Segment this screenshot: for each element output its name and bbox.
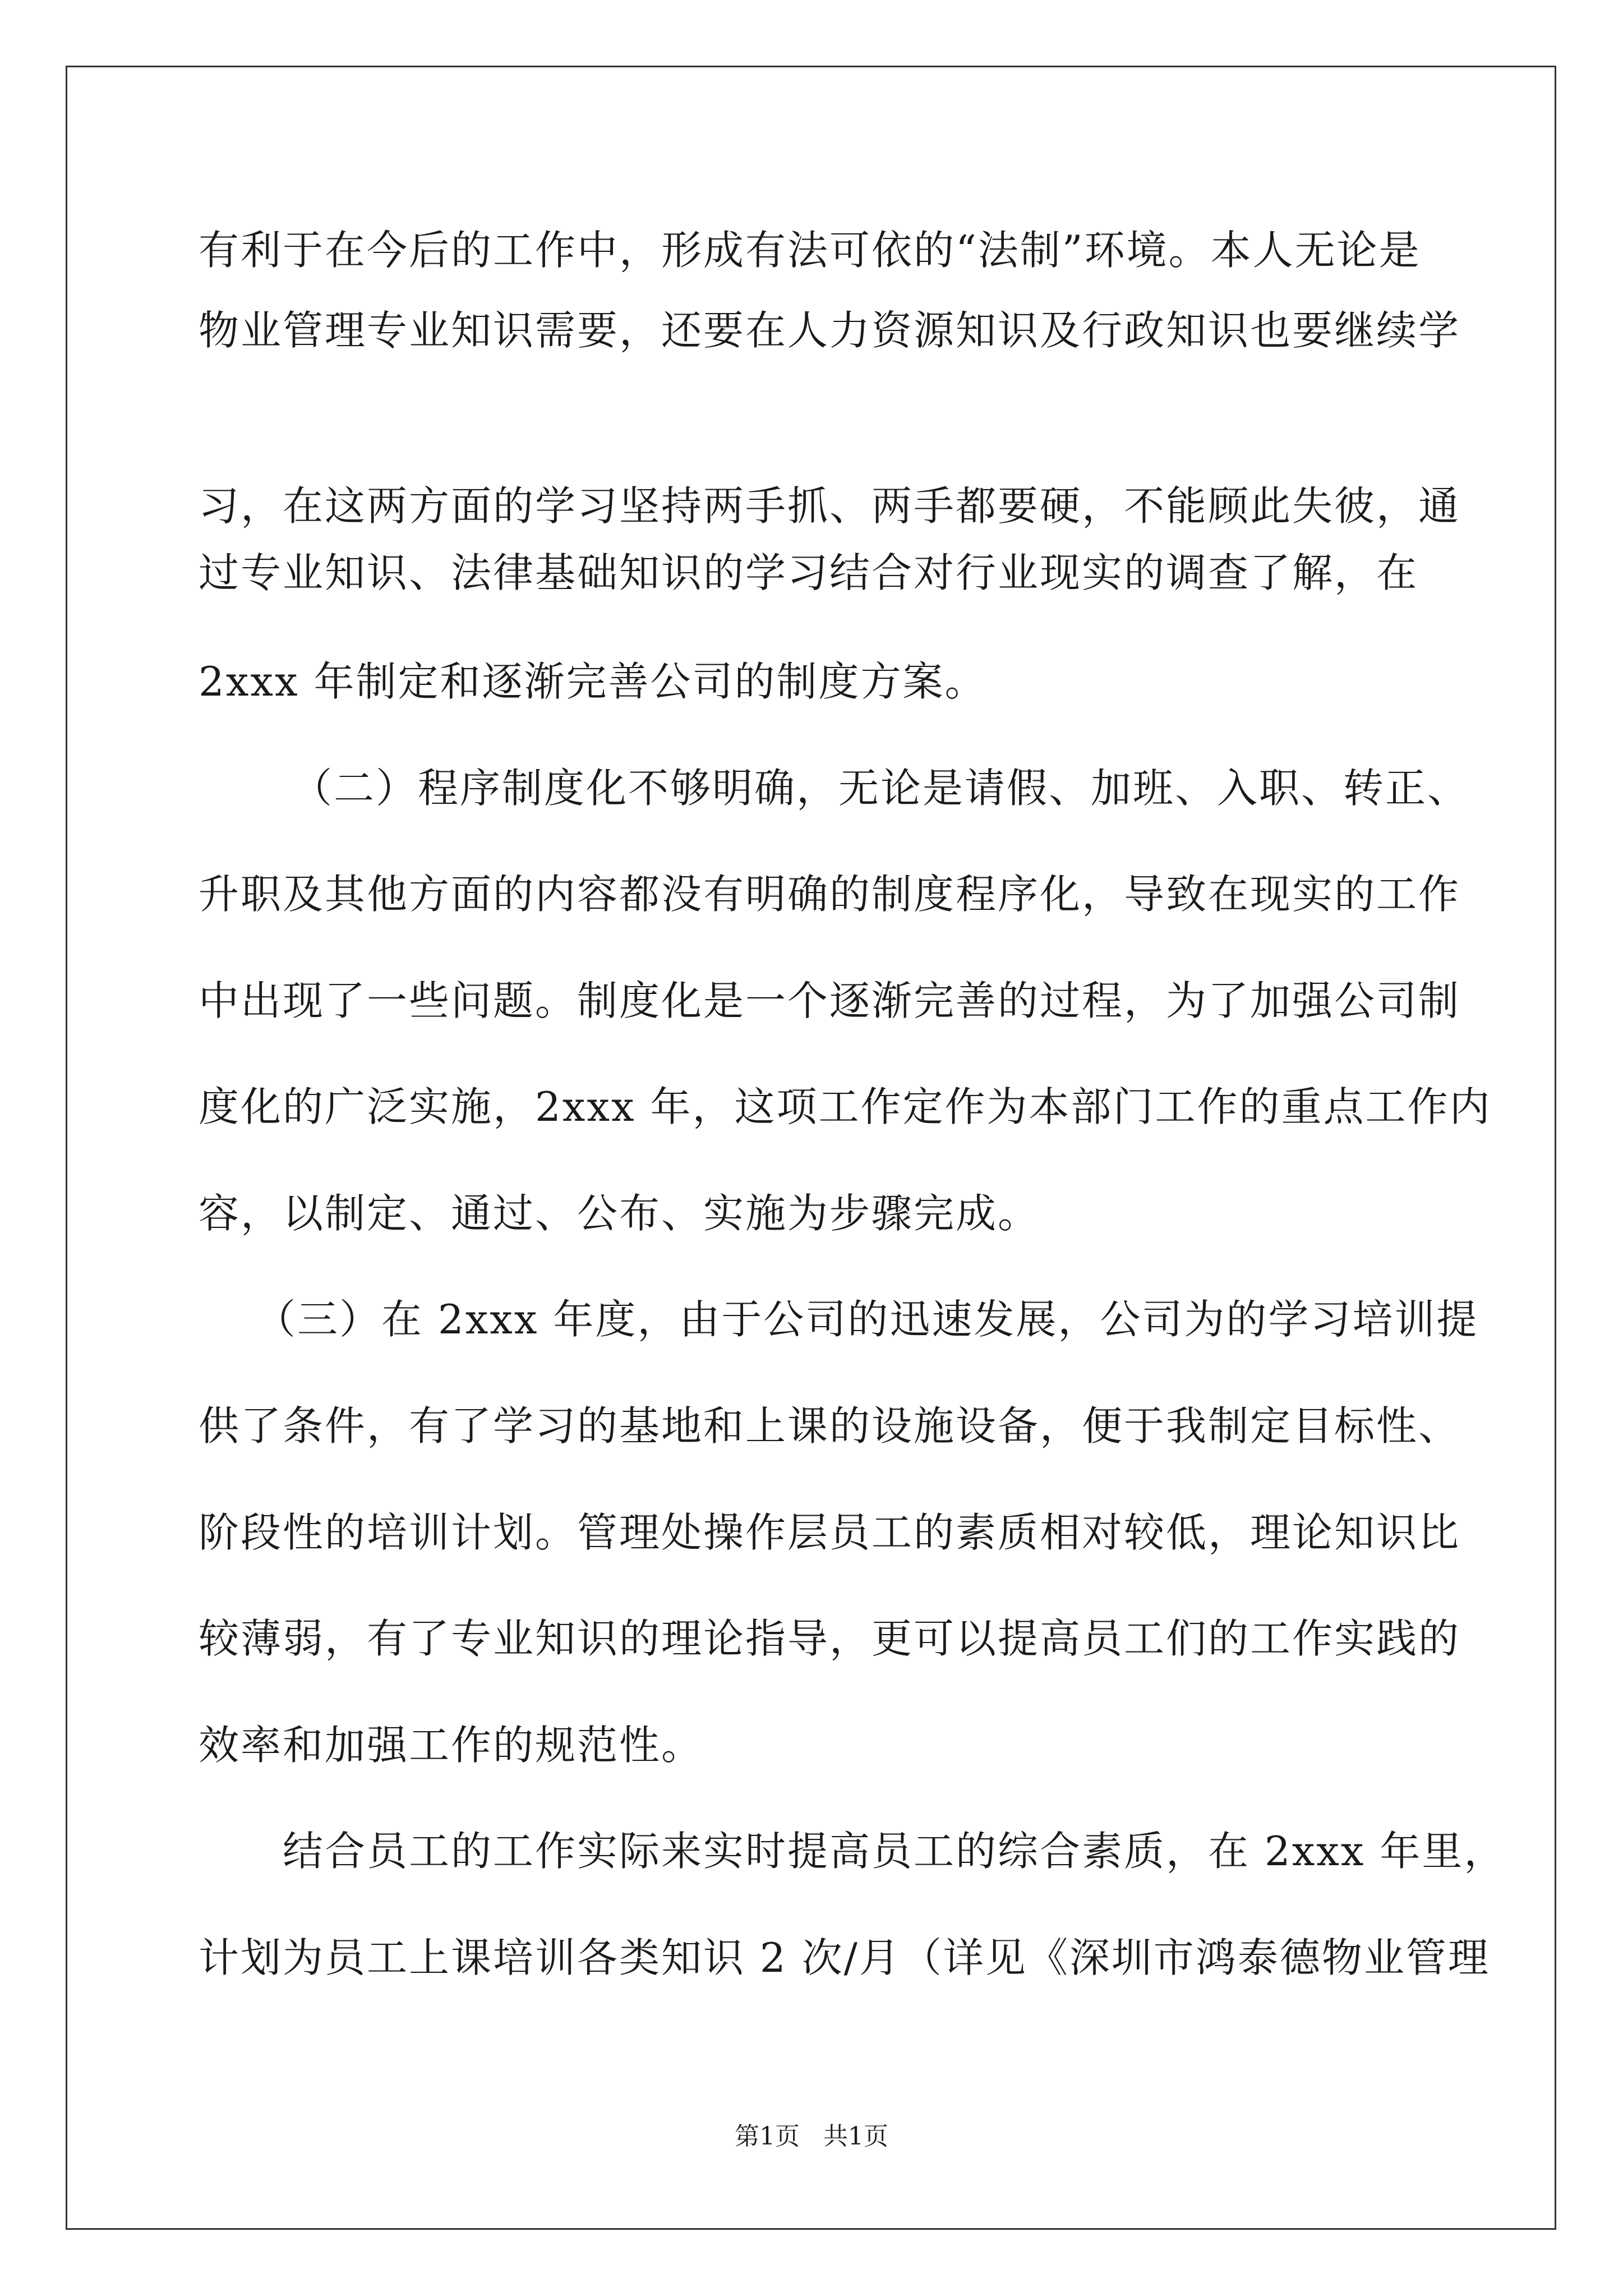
text-line: 容，以制定、通过、公布、实施为步骤完成。	[199, 1190, 1040, 1237]
text-line: （二）程序制度化不够明确，无论是请假、加班、入职、转正、	[292, 765, 1470, 812]
text-line: 结合员工的工作实际来实时提高员工的综合素质，在 2xxx 年里，	[283, 1828, 1506, 1875]
text-line: 过专业知识、法律基础知识的学习结合对行业现实的调查了解，在	[199, 549, 1419, 596]
text-line: 计划为员工上课培训各类知识 2 次/月（详见《深圳市鸿泰德物业管理	[199, 1934, 1490, 1981]
text-line: 升职及其他方面的内容都没有明确的制度程序化，导致在现实的工作	[199, 871, 1461, 918]
text-line: 有利于在今后的工作中，形成有法可依的“法制”环境。本人无论是	[199, 227, 1421, 274]
page-footer: 第1页 共1页	[735, 2122, 888, 2151]
text-line: 习，在这两方面的学习坚持两手抓、两手都要硬，不能顾此失彼，通	[199, 482, 1461, 530]
text-line: 2xxx 年制定和逐渐完善公司的制度方案。	[199, 658, 987, 705]
text-line: 供了条件，有了学习的基地和上课的设施设备，便于我制定目标性、	[199, 1402, 1461, 1450]
text-line: 中出现了一些问题。制度化是一个逐渐完善的过程，为了加强公司制	[199, 977, 1461, 1024]
text-line: （三）在 2xxx 年度，由于公司的迅速发展，公司为的学习培训提	[255, 1296, 1479, 1343]
text-line: 较薄弱，有了专业知识的理论指导，更可以提高员工们的工作实践的	[199, 1615, 1461, 1662]
text-line: 效率和加强工作的规范性。	[199, 1722, 704, 1769]
text-line: 阶段性的培训计划。管理处操作层员工的素质相对较低，理论知识比	[199, 1509, 1461, 1556]
text-line: 物业管理专业知识需要，还要在人力资源知识及行政知识也要继续学	[199, 307, 1461, 354]
page-border	[66, 66, 1556, 2230]
text-line: 度化的广泛实施，2xxx 年，这项工作定作为本部门工作的重点工作内	[199, 1083, 1492, 1130]
